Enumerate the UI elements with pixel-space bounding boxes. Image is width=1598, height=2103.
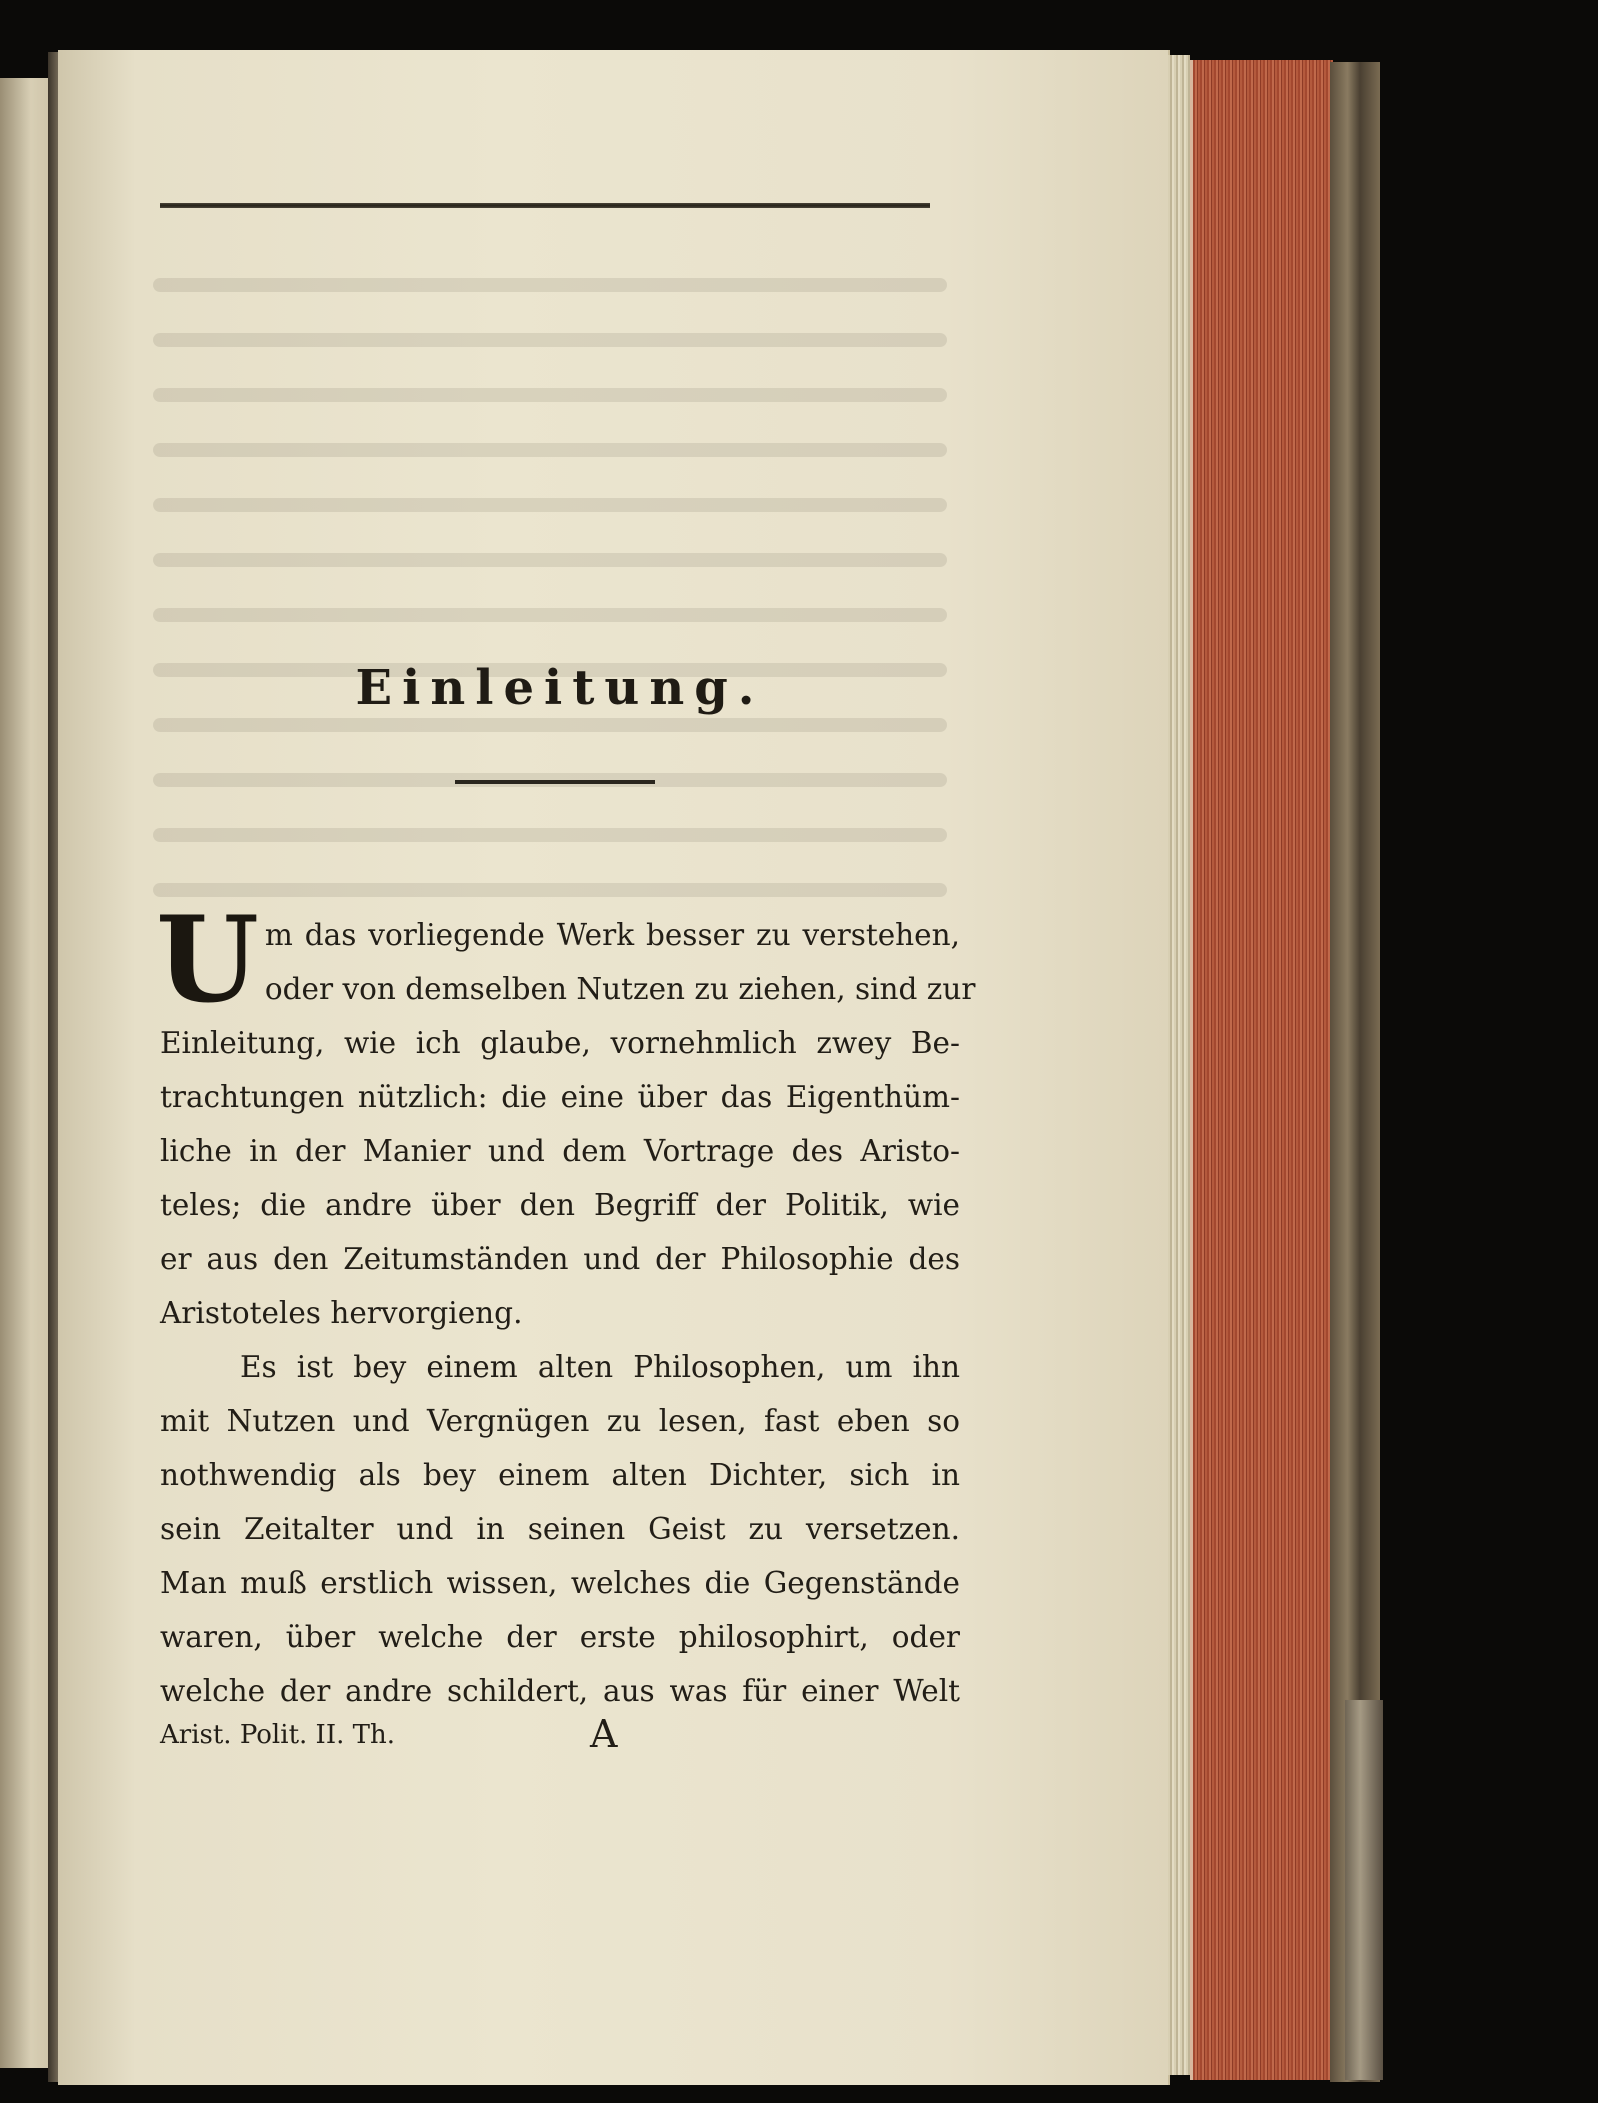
sheet-signature-mark: A — [590, 1712, 618, 1756]
text-line: trachtungen nützlich: die eine über das Eigenthüm- — [160, 1080, 960, 1114]
header-rule — [160, 203, 930, 208]
signature-line: Arist. Polit. II. Th. — [160, 1720, 395, 1750]
text-line: oder von demselben Nutzen zu ziehen, sind zur — [264, 972, 976, 1006]
paragraph-1 — [156, 890, 976, 1340]
text-line: liche in der Manier und dem Vortrage des Aristo- — [160, 1134, 960, 1168]
text-line: Einleitung, wie ich glaube, vornehmlich zwey Be- — [160, 1026, 960, 1060]
text-line: sein Zeitalter und in seinen Geist zu versetzen. — [160, 1512, 960, 1546]
text-line: welche der andre schildert, aus was für einer Welt — [160, 1674, 960, 1708]
text-line: m das vorliegende Werk besser zu verstehen, — [264, 918, 960, 952]
drop-cap: U — [156, 890, 259, 1029]
text-line: Man muß erstlich wissen, welches die Gegenstände — [160, 1566, 960, 1600]
chapter-title: Einleitung. — [355, 660, 765, 716]
text-line: Aristoteles hervorgieng. — [160, 1296, 523, 1330]
text-line: mit Nutzen und Vergnügen zu lesen, fast eben so — [160, 1404, 960, 1438]
paragraph-2 — [160, 1340, 960, 1718]
body-text — [156, 890, 976, 1718]
text-line: Es ist bey einem alten Philosophen, um ihn — [240, 1350, 960, 1384]
text-line: waren, über welche der erste philosophirt, oder — [160, 1620, 960, 1654]
text-line: teles; die andre über den Begriff der Politik, wie — [160, 1188, 960, 1222]
title-rule — [455, 780, 655, 784]
text-line: er aus den Zeitumständen und der Philosophie des — [160, 1242, 960, 1276]
text-line: nothwendig als bey einem alten Dichter, sich in — [160, 1458, 960, 1492]
